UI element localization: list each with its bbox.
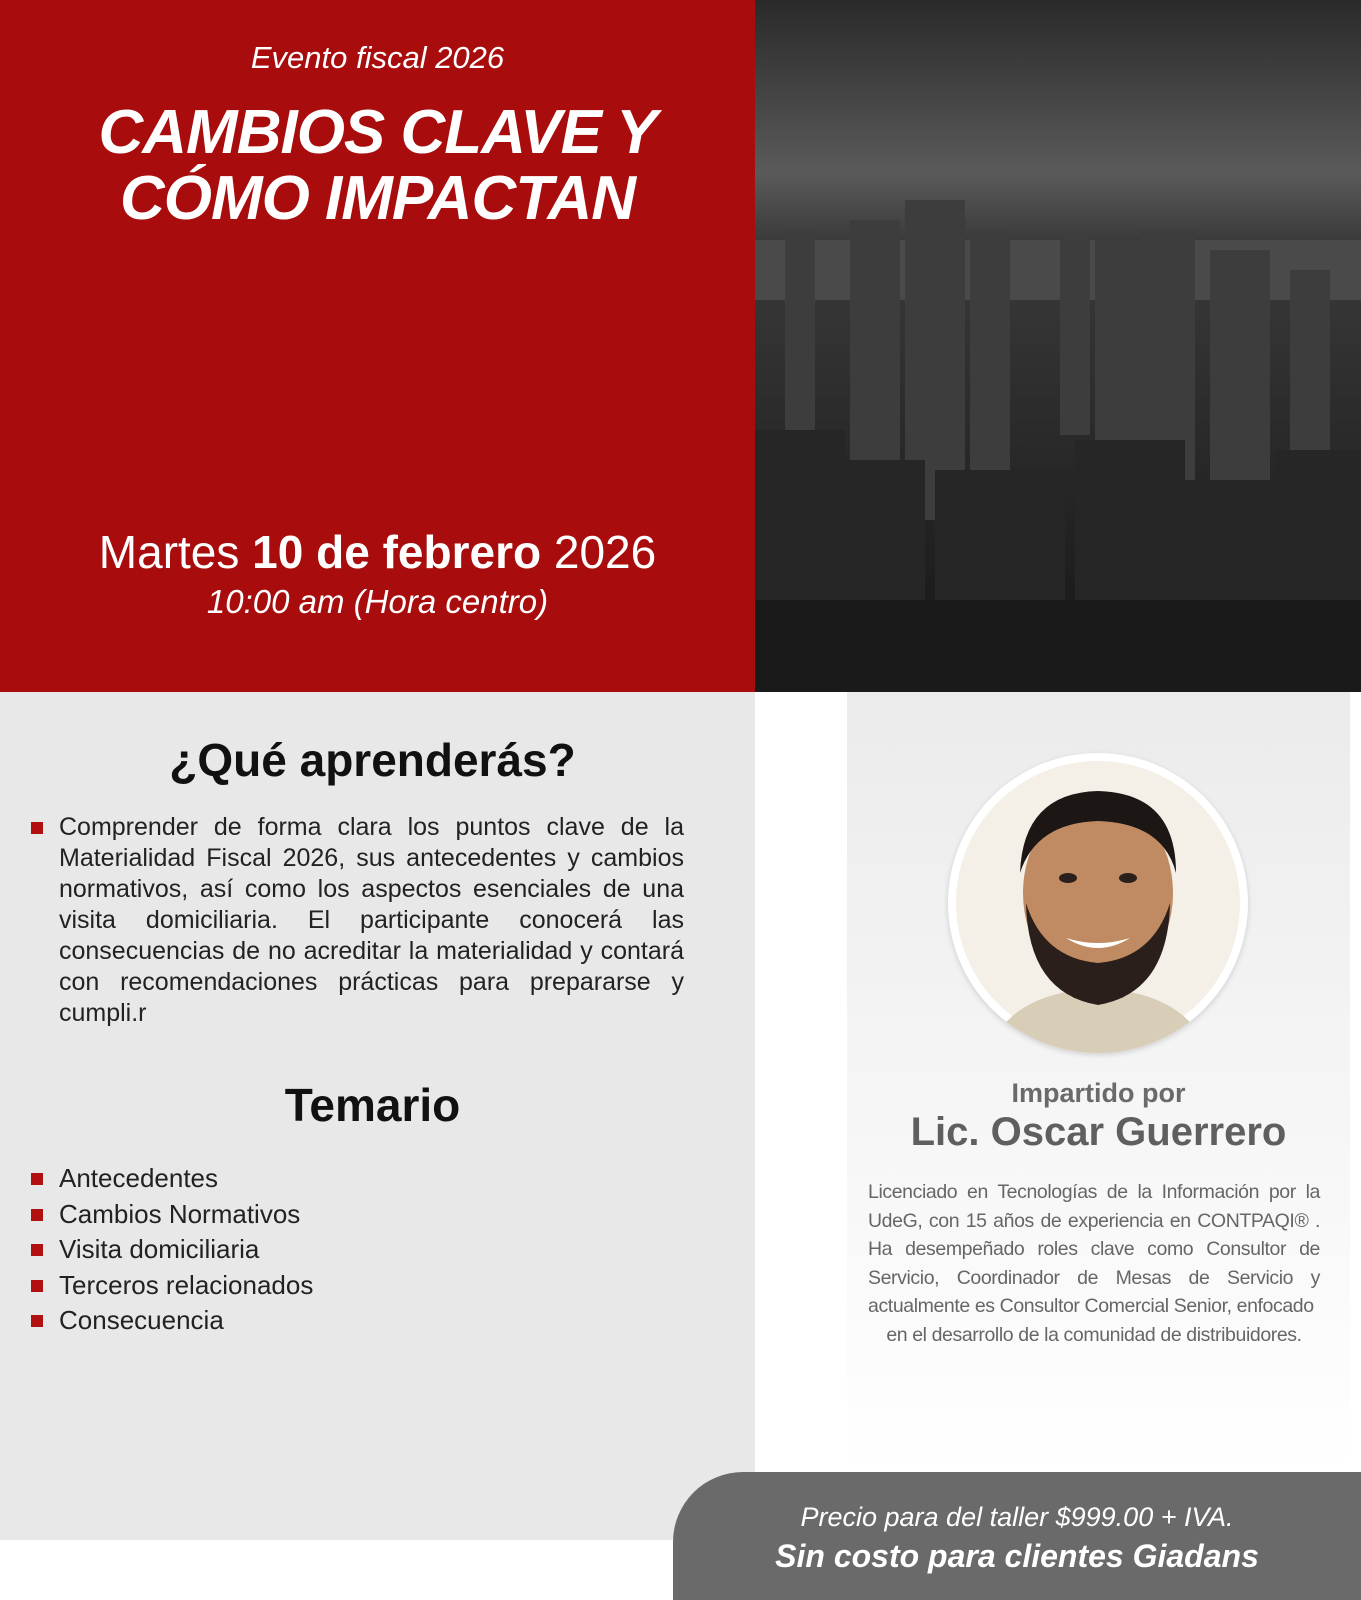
agenda-heading: Temario: [284, 1079, 461, 1131]
learn-description: Comprender de forma clara los puntos clave de la Materialidad Fiscal 2026, sus antecedentes y cambios normativos, así como los aspectos esenciales de una visita domiciliaria. El participante conocerá las consecuencias de no acreditar la materialidad y contará con recomendaciones prácticas para prepararse y cumpli.r: [59, 813, 684, 1027]
date-year: 2026: [541, 526, 657, 578]
learn-heading: ¿Qué aprenderás?: [169, 734, 576, 786]
speaker-bio-last: en el desarrollo de la comunidad de distribuidores.: [886, 1323, 1302, 1346]
agenda-list: [59, 1161, 313, 1339]
event-headline: [0, 100, 755, 232]
speaker-name: Lic. Oscar Guerrero: [910, 1110, 1287, 1154]
free-for-clients-text: Sin costo para clientes Giadans: [775, 1538, 1259, 1574]
event-eyebrow: Evento fiscal 2026: [250, 40, 505, 75]
speaker-bio: [868, 1178, 1320, 1349]
list-item: Visita domiciliaria: [59, 1232, 313, 1268]
headline-line-1: CAMBIOS CLAVE Y: [98, 98, 657, 167]
city-skyline-image: [755, 0, 1361, 692]
date-weekday: Martes: [98, 526, 253, 578]
list-item: Cambios Normativos: [59, 1197, 313, 1233]
list-item: Consecuencia: [59, 1303, 313, 1339]
avatar: [948, 753, 1248, 1053]
bottom-white-strip: [0, 1540, 755, 1600]
event-date: [0, 525, 755, 579]
pricing-banner: [673, 1472, 1361, 1600]
date-day-month: 10 de febrero: [252, 526, 542, 578]
speaker-label: Impartido por: [1011, 1078, 1186, 1108]
speaker-bio-main: Licenciado en Tecnologías de la Información por la UdeG, con 15 años de experiencia en CONTPAQI® . Ha desempeñado roles clave como Consultor de Servicio, Coordinador de Mesas de Servicio y actualmente es Consultor Comercial Senior, enfocado: [868, 1181, 1320, 1317]
list-item: Terceros relacionados: [59, 1268, 313, 1304]
bullet-square-icon: [31, 822, 43, 834]
headline-line-2: CÓMO IMPACTAN: [119, 164, 636, 233]
price-text: Precio para del taller $999.00 + IVA.: [800, 1502, 1234, 1532]
event-time: 10:00 am (Hora centro): [206, 583, 549, 620]
list-item: Antecedentes: [59, 1161, 313, 1197]
